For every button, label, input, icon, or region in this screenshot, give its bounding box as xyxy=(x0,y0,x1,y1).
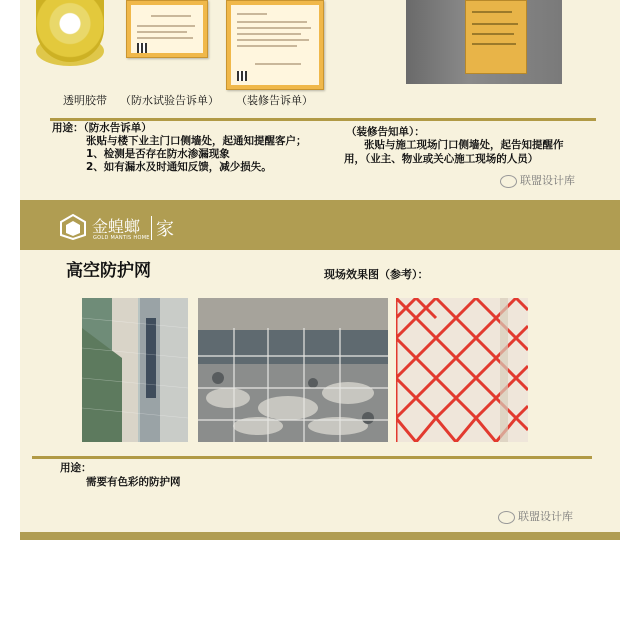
section-title: 高空防护网 xyxy=(66,261,151,281)
footer-band xyxy=(20,532,620,540)
gold-mantis-logo-icon xyxy=(60,214,86,240)
brand-tag: 家 xyxy=(156,219,174,240)
decoration-notice-image xyxy=(226,0,324,90)
brand-sub: GOLD MANTIS HOME xyxy=(93,235,150,241)
caption-decoration-notice: （装修告诉单） xyxy=(236,94,313,107)
waterproof-notice-image xyxy=(126,0,208,58)
posted-notice-sheet xyxy=(465,0,527,74)
effect-label: 现场效果图（参考）： xyxy=(324,268,429,281)
caption-waterproof-notice: （防水试验告诉单） xyxy=(120,94,219,107)
watermark-bottom: 联盟设计库 xyxy=(498,508,573,524)
building-net-photo xyxy=(82,298,188,442)
watermark-top: 联盟设计库 xyxy=(500,172,575,188)
brand-divider xyxy=(151,216,152,240)
left-line-1: 张贴与楼下业主门口侧墙处，起通知提醒客户； xyxy=(86,135,307,147)
left-line-2: 1、检测是否存在防水渗漏现象 xyxy=(86,148,230,160)
right-line-2: 用，（业主、物业或关心施工现场的人员） xyxy=(344,153,539,165)
brand-name: 金蝗螂 xyxy=(92,217,141,236)
debris-net-photo xyxy=(198,298,388,442)
usage-label: 用途：（防水告诉单） xyxy=(52,122,152,134)
usage-line-2: 需要有色彩的防护网 xyxy=(86,476,181,488)
caption-tape: 透明胶带 xyxy=(63,94,107,107)
wechat-icon xyxy=(498,511,515,524)
wechat-icon xyxy=(500,175,517,188)
left-line-3: 2、如有漏水及时通知反馈，减少损失。 xyxy=(86,161,272,173)
right-line-1: 张贴与施工现场门口侧墙处，起告知提醒作 xyxy=(364,139,564,151)
divider-line-2 xyxy=(32,456,592,459)
right-title: （装修告知单）： xyxy=(346,126,425,138)
red-safety-net-photo xyxy=(396,298,528,442)
usage-label-2: 用途： xyxy=(60,462,92,474)
